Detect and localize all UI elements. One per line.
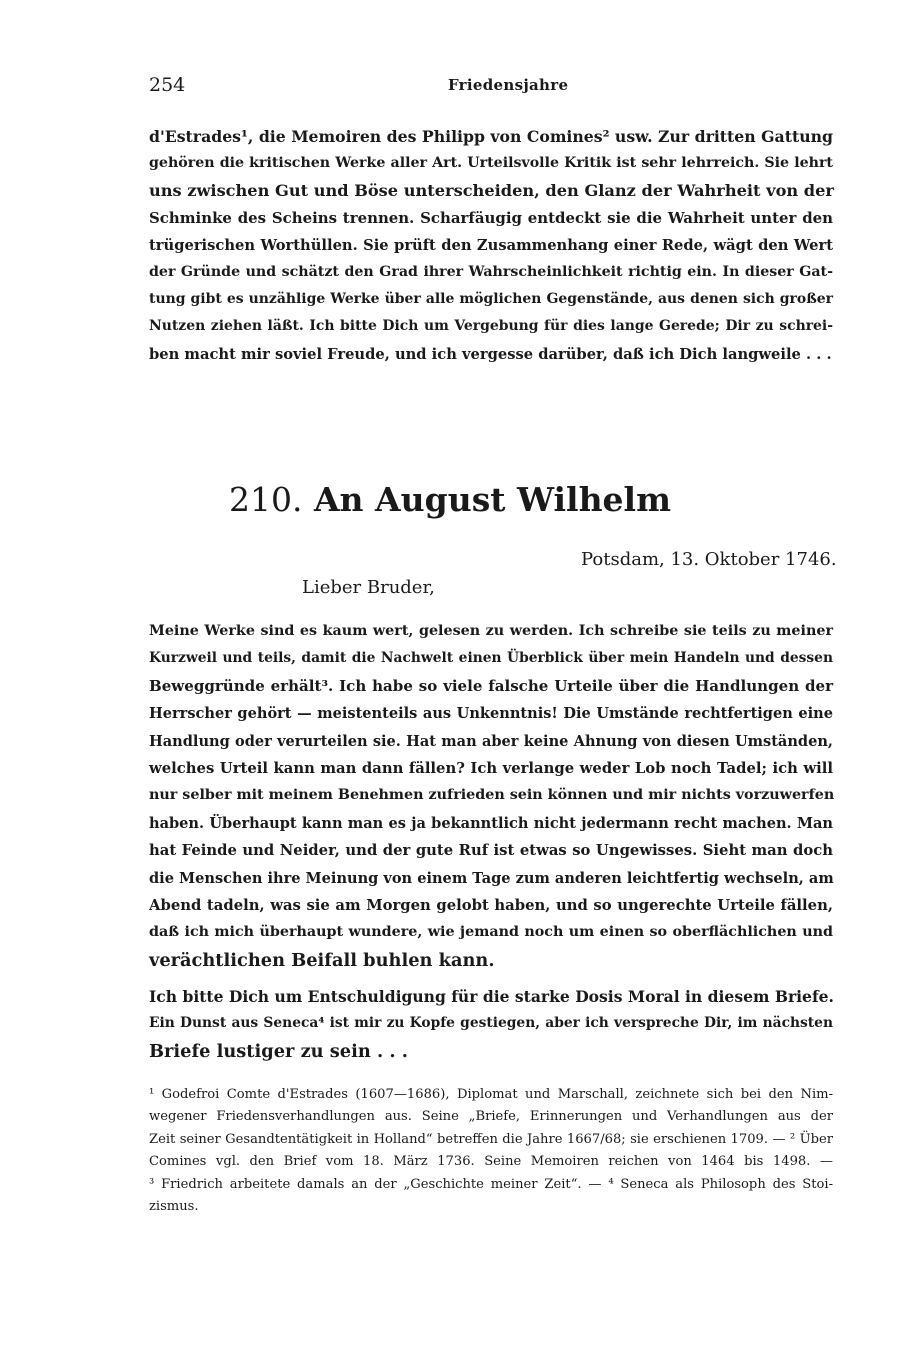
text-line: Kurzweil und teils, damit die Nachwelt einen Überblick über mein Handeln und dessen [149, 650, 833, 667]
text-line: Briefe lustiger zu sein . . . [149, 1040, 408, 1062]
text-line: daß ich mich überhaupt wundere, wie jemand noch um einen so oberflächlichen und [149, 924, 833, 941]
footnote-line: zismus. [149, 1199, 199, 1215]
letter-number: 210. [228, 480, 303, 519]
text-line: uns zwischen Gut und Böse unterscheiden, den Glanz der Wahrheit von der [149, 181, 834, 201]
page-number: 254 [149, 74, 186, 96]
letter-heading [0, 480, 900, 519]
text-line: d'Estrades¹, die Memoiren des Philipp von Comines² usw. Zur dritten Gattung [149, 127, 833, 146]
text-line: Schminke des Scheins trennen. Scharfäugig entdeckt sie die Wahrheit unter den [149, 208, 833, 227]
text-line: Abend tadeln, was sie am Morgen gelobt haben, und so ungerechte Urteile fällen, [149, 897, 833, 915]
text-line: der Gründe und schätzt den Grad ihrer Wahrscheinlichkeit richtig ein. In dieser Gat- [149, 264, 833, 281]
letter-paragraph-2 [149, 983, 833, 1065]
footnote-line: Zeit seiner Gesandtentätigkeit in Holland“ betreffen die Jahre 1667/68; sie erschienen 1709. — ² Über [149, 1131, 833, 1147]
text-line: gehören die kritischen Werke aller Art. Urteilsvolle Kritik ist sehr lehrreich. Sie lehrt [149, 155, 833, 172]
letter-title: An August Wilhelm [313, 480, 672, 519]
text-line: welches Urteil kann man dann fällen? Ich verlange weder Lob noch Tadel; ich will [149, 760, 833, 778]
text-line: verächtlichen Beifall buhlen kann. [149, 949, 495, 971]
dateline: Potsdam, 13. Oktober 1746. [581, 549, 837, 570]
footnote-line: ¹ Godefroi Comte d'Estrades (1607—1686), Diplomat und Marschall, zeichnete sich bei den Nim- [149, 1087, 833, 1102]
text-line: tung gibt es unzählige Werke über alle möglichen Gegenstände, aus denen sich großer [149, 291, 833, 308]
running-head: Friedensjahre [448, 76, 569, 94]
salutation: Lieber Bruder, [302, 577, 435, 598]
letter-paragraph-1 [149, 618, 833, 974]
text-line: Beweggründe erhält³. Ich habe so viele falsche Urteile über die Handlungen der [149, 676, 833, 695]
footnote-line: wegener Friedensverhandlungen aus. Seine „Briefe, Erinnerungen und Verhandlungen aus der [149, 1109, 833, 1125]
text-line: Herrscher gehört — meistenteils aus Unkenntnis! Die Umstände rechtfertigen eine [149, 705, 833, 723]
top-paragraph [149, 123, 833, 368]
footnotes [149, 1084, 833, 1218]
footnote-line: ³ Friedrich arbeitete damals an der „Geschichte meiner Zeit“. — ⁴ Seneca als Philosoph des Stoi- [149, 1176, 833, 1192]
text-line: die Menschen ihre Meinung von einem Tage zum anderen leichtfertig wechseln, am [149, 869, 834, 887]
text-line: Ich bitte Dich um Entschuldigung für die starke Dosis Moral in diesem Briefe. [149, 987, 834, 1006]
text-line: nur selber mit meinem Benehmen zufrieden sein können und mir nichts vorzuwerfen [149, 787, 835, 804]
text-line: haben. Überhaupt kann man es ja bekanntlich nicht jedermann recht machen. Man [149, 814, 833, 832]
text-line: trügerischen Worthüllen. Sie prüft den Zusammenhang einer Rede, wägt den Wert [149, 236, 833, 254]
text-line: hat Feinde und Neider, und der gute Ruf ist etwas so Ungewisses. Sieht man doch [149, 842, 833, 860]
footnote-line: Comines vgl. den Brief vom 18. März 1736. Seine Memoiren reichen von 1464 bis 1498. — [149, 1154, 833, 1170]
text-line: Meine Werke sind es kaum wert, gelesen zu werden. Ich schreibe sie teils zu meiner [149, 623, 833, 639]
text-line: Nutzen ziehen läßt. Ich bitte Dich um Vergebung für dies lange Gerede; Dir zu schrei- [149, 318, 833, 335]
text-line: Handlung oder verurteilen sie. Hat man aber keine Ahnung von diesen Umständen, [149, 732, 833, 750]
text-line: ben macht mir soviel Freude, und ich vergesse darüber, daß ich Dich langweile . . . [149, 345, 832, 363]
text-line: Ein Dunst aus Seneca⁴ ist mir zu Kopfe gestiegen, aber ich verspreche Dir, im nächsten [149, 1015, 833, 1032]
